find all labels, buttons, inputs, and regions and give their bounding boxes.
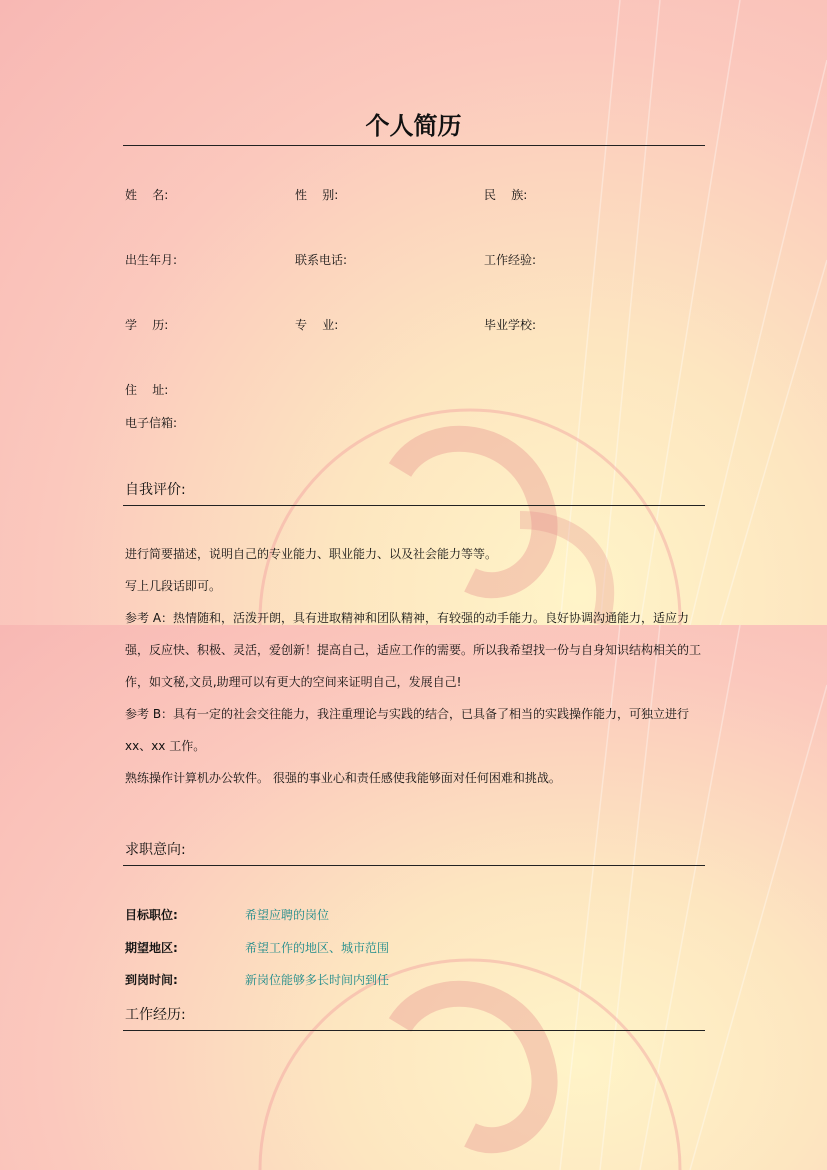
gender-label: 性 别: [295, 188, 339, 202]
self-eval-paragraph: 熟练操作计算机办公软件。 很强的事业心和责任感使我能够面对任何困难和挑战。 [125, 771, 561, 785]
ethnicity-label: 民 族: [484, 188, 528, 202]
work-history-heading: 工作经历: [125, 1007, 186, 1023]
phone-label: 联系电话: [295, 253, 348, 267]
major-label: 专 业: [295, 318, 339, 332]
self-eval-paragraph: 进行简要描述，说明自己的专业能力、职业能力、以及社会能力等等。 [125, 547, 498, 561]
target-position-value: 希望应聘的岗位 [245, 908, 330, 922]
email-label: 电子信箱: [125, 416, 178, 430]
education-label: 学 历: [125, 318, 169, 332]
address-label: 住 址: [125, 383, 169, 397]
work-history-divider [123, 1030, 705, 1031]
self-eval-divider [123, 505, 705, 506]
self-eval-body [125, 538, 705, 794]
birth-label: 出生年月: [125, 253, 178, 267]
page-title: 个人简历 [365, 111, 462, 140]
school-label: 毕业学校: [484, 318, 537, 332]
expected-region-label: 期望地区: [125, 941, 178, 955]
expected-region-value: 希望工作的地区、城市范围 [245, 941, 390, 955]
name-label: 姓 名: [125, 188, 169, 202]
start-time-label: 到岗时间: [125, 973, 178, 987]
title-divider [123, 145, 705, 146]
job-intent-heading: 求职意向: [125, 842, 186, 858]
target-position-label: 目标职位: [125, 908, 178, 922]
experience-label: 工作经验: [484, 253, 537, 267]
job-intent-divider [123, 865, 705, 866]
self-eval-paragraph: 参考 B：具有一定的社会交往能力，我注重理论与实践的结合，已具备了相当的实践操作能力，可独立进行 xx、xx 工作。 [125, 707, 690, 753]
start-time-value: 新岗位能够多长时间内到任 [245, 973, 390, 987]
self-eval-heading: 自我评价: [125, 482, 186, 498]
self-eval-paragraph: 写上几段话即可。 [125, 579, 222, 593]
self-eval-paragraph: 参考 A：热情随和，活泼开朗，具有进取精神和团队精神，有较强的动手能力。良好协调沟通能力，适应力强，反应快、积极、灵活，爱创新！提高自己，适应工作的需要。所以我希望找一份与自身知识结构相关的工作，如文秘,文员,助理可以有更大的空间来证明自己，发展自己! [125, 611, 702, 689]
